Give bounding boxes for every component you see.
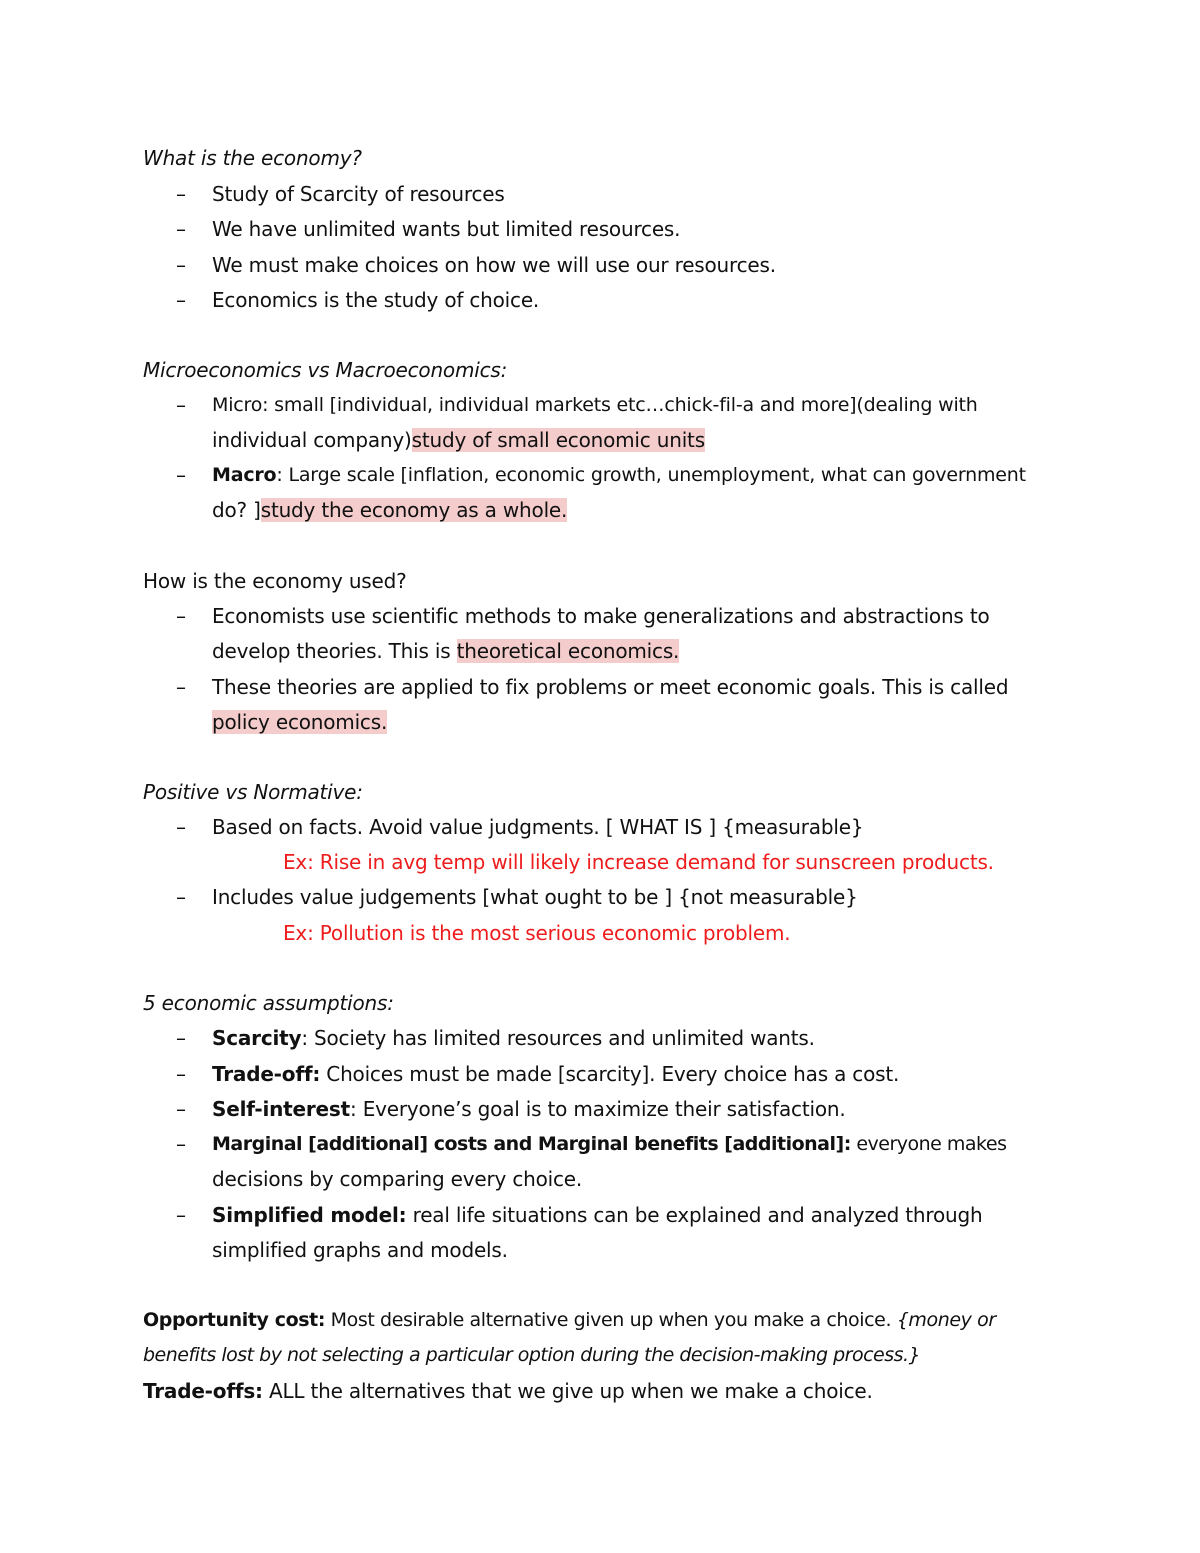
macro-line-2	[212, 498, 567, 522]
assumption-marginal	[212, 1132, 1006, 1156]
bullet-dash: –	[176, 815, 186, 839]
tradeoffs-term: Trade-offs:	[143, 1379, 263, 1403]
bullet-study-of-choice: Economics is the study of choice.	[212, 288, 540, 312]
tradeoffs-text: ALL the alternatives that we give up when we make a choice.	[262, 1379, 873, 1403]
normative-example: Ex: Pollution is the most serious economic problem.	[283, 921, 791, 945]
heading-economy: What is the economy?	[143, 146, 362, 170]
micro-line-1: Micro: small [individual, individual markets etc…chick-fil-a and more](dealing with	[212, 394, 978, 416]
bullet-dash: –	[176, 182, 186, 206]
assumption-marginal-line-2: decisions by comparing every choice.	[212, 1167, 583, 1191]
opportunity-text: Most desirable alternative given up when you make a choice.	[325, 1309, 897, 1331]
bullet-wants: We have unlimited wants but limited resources.	[212, 217, 681, 241]
self-interest-term: Self-interest	[212, 1097, 350, 1121]
assumption-tradeoff	[212, 1062, 899, 1086]
heading-assumptions: 5 economic assumptions:	[143, 991, 394, 1015]
bullet-dash: –	[176, 253, 186, 277]
opportunity-italic-1: {money or	[896, 1309, 996, 1331]
micro-highlight: study of small economic units	[411, 428, 705, 452]
assumption-self-interest	[212, 1097, 846, 1121]
scarcity-term: Scarcity	[212, 1026, 302, 1050]
bullet-dash: –	[176, 217, 186, 241]
bullet-dash: –	[176, 1132, 186, 1156]
used-b1-line-2	[212, 639, 679, 663]
positive-example: Ex: Rise in avg temp will likely increase demand for sunscreen products.	[283, 850, 994, 874]
opportunity-term: Opportunity cost:	[143, 1309, 326, 1331]
bullet-dash: –	[176, 604, 186, 628]
model-term: Simplified model:	[212, 1203, 407, 1227]
bullet-dash: –	[176, 1097, 186, 1121]
policy-highlight: policy economics.	[212, 710, 388, 734]
assumption-model	[212, 1203, 982, 1227]
assumption-model-line-2: simplified graphs and models.	[212, 1238, 508, 1262]
bullet-dash: –	[176, 1203, 186, 1227]
self-interest-text: : Everyone’s goal is to maximize their satisfaction.	[350, 1097, 846, 1121]
micro-line-2	[212, 428, 705, 452]
bullet-dash: –	[176, 1026, 186, 1050]
bullet-dash: –	[176, 675, 186, 699]
bullet-scarcity: Study of Scarcity of resources	[212, 182, 505, 206]
positive-bullet: Based on facts. Avoid value judgments. [ WHAT IS ] {measurable}	[212, 815, 864, 839]
macro-text: : Large scale [inflation, economic growth, unemployment, what can government	[276, 464, 1026, 486]
normative-bullet: Includes value judgements [what ought to be ] {not measurable}	[212, 885, 858, 909]
tradeoffs-definition	[143, 1379, 873, 1403]
scarcity-text: : Society has limited resources and unlimited wants.	[301, 1026, 815, 1050]
tradeoff-text: Choices must be made [scarcity]. Every choice has a cost.	[320, 1062, 900, 1086]
macro-highlight: study the economy as a whole.	[260, 498, 568, 522]
model-text: real life situations can be explained and analyzed through	[406, 1203, 983, 1227]
bullet-dash: –	[176, 1062, 186, 1086]
used-b1-line-1: Economists use scientific methods to make generalizations and abstractions to	[212, 604, 990, 628]
heading-micro-macro: Microeconomics vs Macroeconomics:	[143, 358, 508, 382]
bullet-dash: –	[176, 288, 186, 312]
micro-text: individual company)	[212, 428, 412, 452]
bullet-dash: –	[176, 463, 186, 487]
used-b1-text: develop theories. This is	[212, 639, 457, 663]
heading-economy-used: How is the economy used?	[143, 569, 407, 593]
bullet-choices: We must make choices on how we will use our resources.	[212, 253, 776, 277]
heading-positive-normative: Positive vs Normative:	[143, 780, 363, 804]
theoretical-highlight: theoretical economics.	[456, 639, 680, 663]
assumption-scarcity	[212, 1026, 815, 1050]
marginal-term: Marginal [additional] costs and Marginal benefits [additional]:	[212, 1133, 851, 1155]
used-b2-line-1: These theories are applied to fix problems or meet economic goals. This is called	[212, 675, 1009, 699]
used-b2-line-2	[212, 710, 387, 734]
tradeoff-term: Trade-off:	[212, 1062, 321, 1086]
macro-text-2: do? ]	[212, 498, 261, 522]
bullet-dash: –	[176, 885, 186, 909]
opportunity-cost-line-1	[143, 1308, 996, 1332]
marginal-text: everyone makes	[850, 1133, 1007, 1155]
macro-line-1	[212, 463, 1026, 487]
opportunity-cost-line-2: benefits lost by not selecting a particular option during the decision-making process.}	[143, 1344, 921, 1366]
bullet-dash: –	[176, 393, 186, 417]
macro-term: Macro	[212, 464, 277, 486]
